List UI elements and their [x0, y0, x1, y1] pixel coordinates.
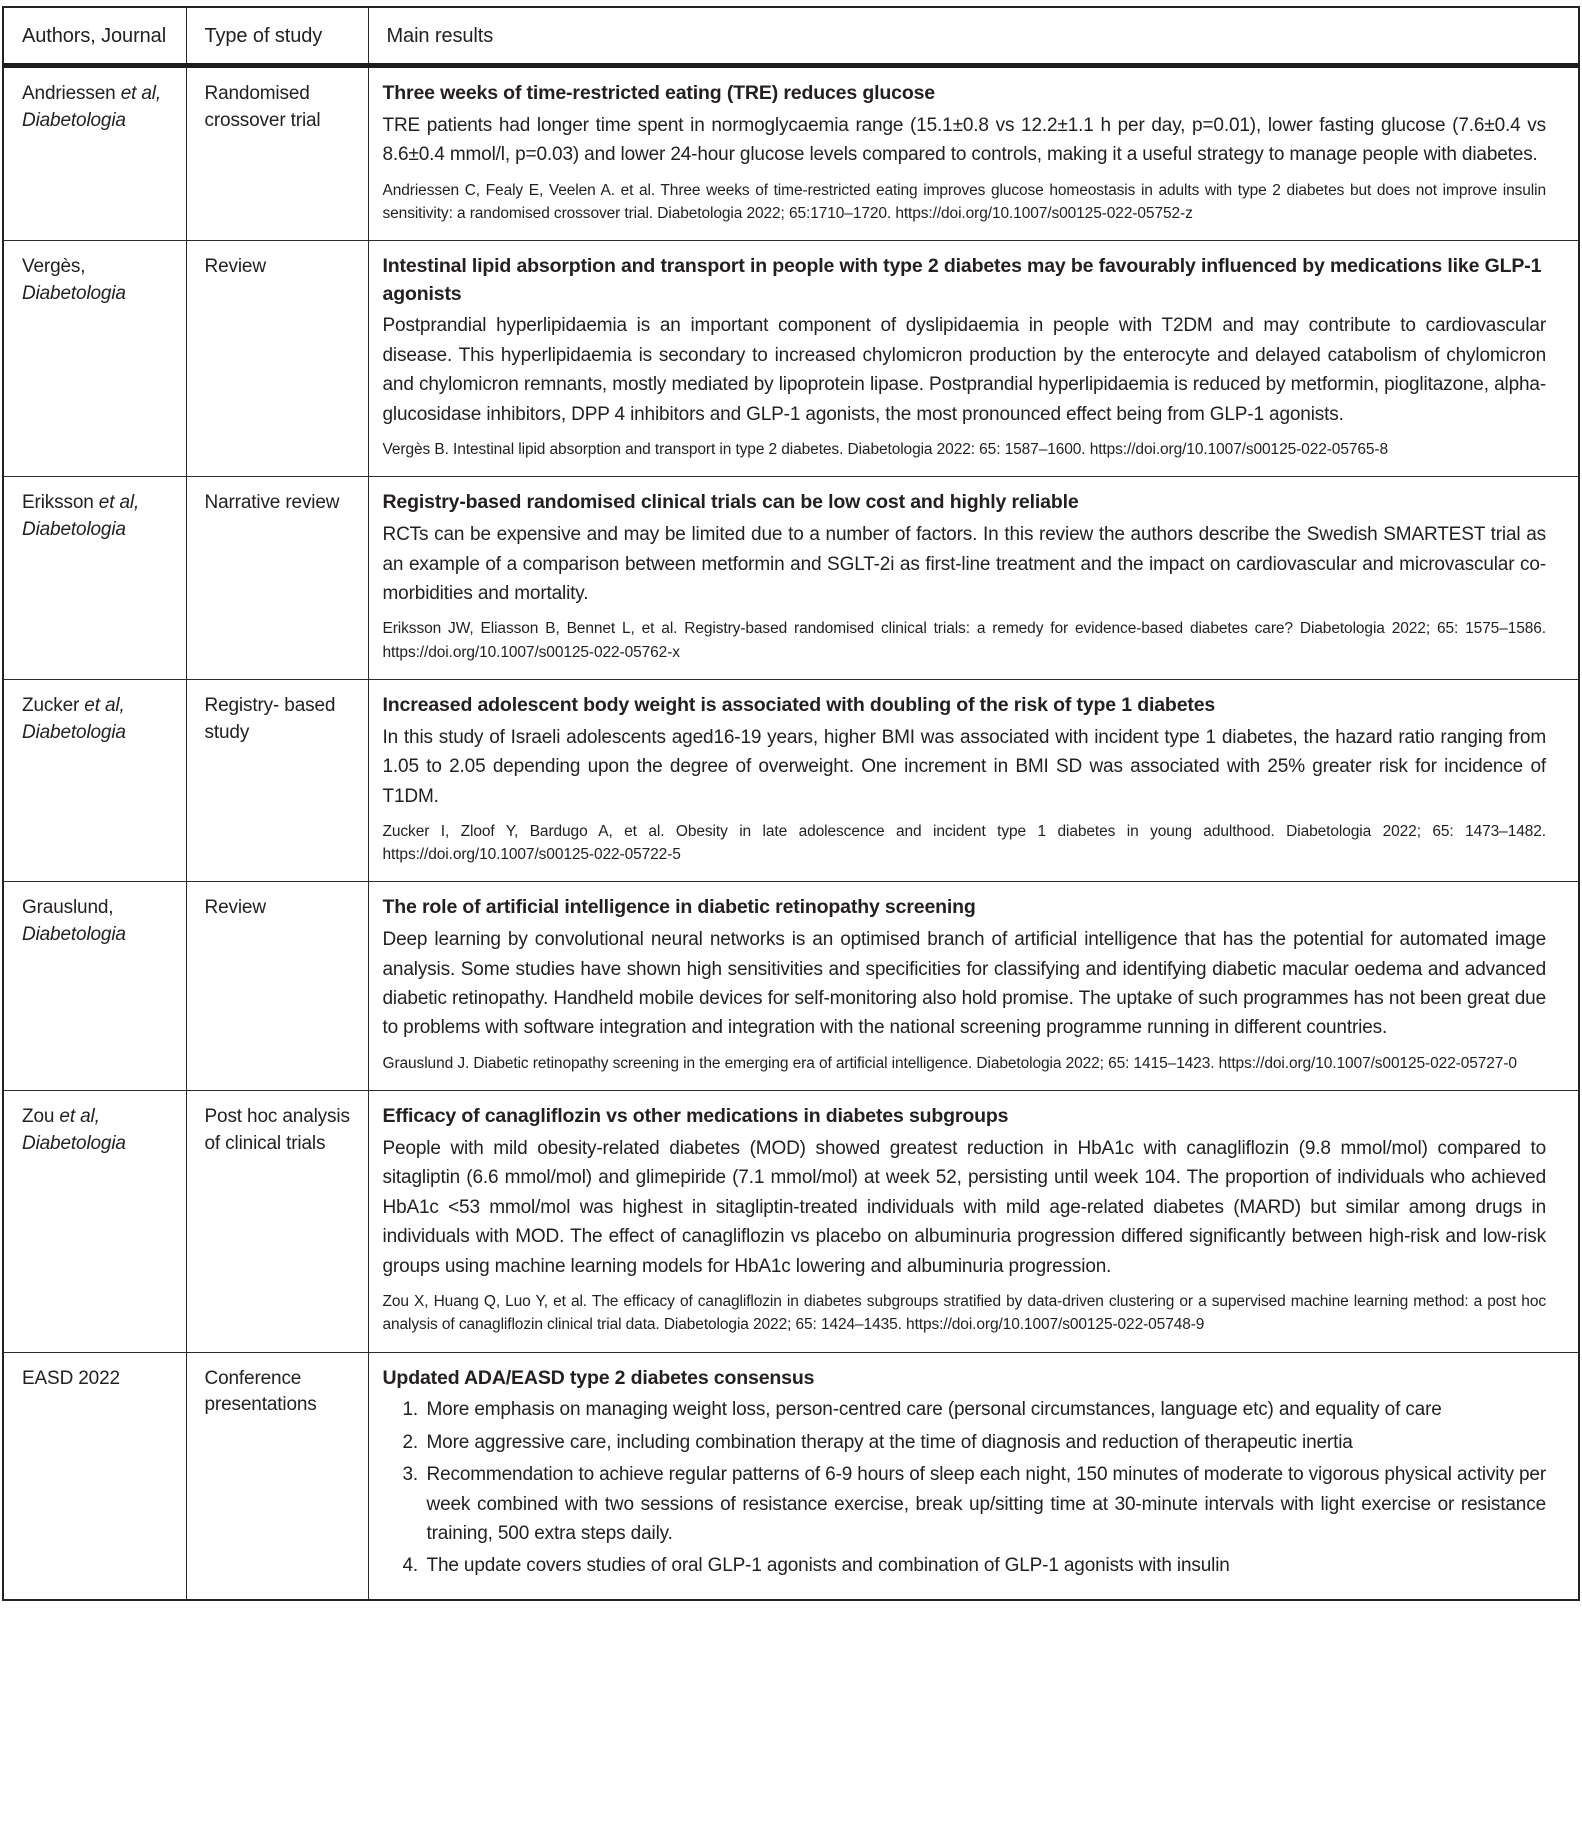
list-item: More aggressive care, including combination therapy at the time of diagnosis and reduction of therapeutic inertia	[426, 1431, 1353, 1453]
result-citation: Grauslund J. Diabetic retinopathy screening in the emerging era of artificial intelligence. Diabetologia 2022; 65: 1415–1423. https://doi.org/10.1007/s00125-022-05727-0	[382, 1054, 1517, 1072]
authors-journal-cell	[3, 679, 186, 882]
list-item: The update covers studies of oral GLP-1 agonists and combination of GLP-1 agonists with insulin	[426, 1555, 1230, 1577]
result-title: Intestinal lipid absorption and transport in people with type 2 diabetes may be favourably influenced by medications like GLP-1 agonists	[382, 255, 1542, 305]
result-title: Efficacy of canagliflozin vs other medications in diabetes subgroups	[382, 1105, 1009, 1128]
type-of-study-cell	[186, 679, 368, 882]
result-title: Increased adolescent body weight is associated with doubling of the risk of type 1 diabetes	[382, 693, 1216, 716]
authors-journal-cell	[3, 1091, 186, 1352]
result-title: Three weeks of time-restricted eating (TRE) reduces glucose	[382, 82, 935, 104]
table-row	[3, 679, 1579, 882]
author-etal: et al,	[59, 1106, 100, 1128]
main-results-cell	[368, 1091, 1579, 1352]
column-header-type-of-study: Type of study	[186, 7, 368, 66]
table-row	[3, 882, 1579, 1091]
author-line	[22, 490, 172, 517]
table-row	[3, 1091, 1579, 1352]
type-of-study-cell	[186, 882, 368, 1091]
journal-name: Diabetologia	[22, 283, 126, 305]
main-results-cell	[368, 477, 1579, 680]
type-of-study-cell	[186, 477, 368, 680]
author-line	[22, 693, 172, 720]
study-summary-table	[2, 6, 1580, 1601]
authors-journal-cell	[3, 1352, 186, 1600]
result-body: RCTs can be expensive and may be limited due to a number of factors. In this review the authors describe the Swedish SMARTEST trial as an example of a comparison between metformin and SGLT-2i as first-line treatment and the impact on cardiovascular and microvascular co-morbidities and mortality.	[382, 524, 1546, 604]
author-name: Andriessen	[22, 83, 121, 104]
list-item: More emphasis on managing weight loss, person-centred care (personal circumstances, language etc) and equality of care	[426, 1399, 1442, 1421]
table-row	[3, 66, 1579, 241]
study-type: Registry- based study	[204, 694, 336, 743]
author-name: Vergès,	[22, 256, 86, 278]
result-body: Deep learning by convolutional neural networks is an optimised branch of artificial intelligence that has the potential for automated image analysis. Some studies have shown high sensitivities and specificities for classifying and identifying diabetic macular oedema and advanced diabetic retinopathy. Handheld mobile devices for self-monitoring also hold promise. The uptake of such programmes has not been great due to problems with software integration and integration with the national screening programme running in different countries.	[382, 929, 1546, 1039]
author-line	[22, 895, 172, 922]
journal-name: Diabetologia	[22, 924, 126, 946]
table-row	[3, 1352, 1579, 1600]
type-of-study-cell	[186, 1352, 368, 1600]
author-line	[22, 254, 172, 281]
result-title: The role of artificial intelligence in diabetic retinopathy screening	[382, 896, 976, 919]
result-body: Postprandial hyperlipidaemia is an important component of dyslipidaemia in people with T2DM and may contribute to cardiovascular disease. This hyperlipidaemia is secondary to increased chylomicron production by the enterocyte and delayed catabolism of chylomicron and chylomicron remnants, mostly mediated by lipoprotein lipase. Postprandial hyperlipidaemia is reduced by metformin, pioglitazone, alpha-glucosidase inhibitors, DPP 4 inhibitors and GLP-1 agonists, the most pronounced effect being from GLP-1 agonists.	[382, 315, 1546, 425]
main-results-cell	[368, 66, 1579, 241]
authors-journal-cell	[3, 882, 186, 1091]
author-name: Grauslund,	[22, 897, 114, 919]
journal-name: Diabetologia	[22, 721, 126, 743]
main-results-cell	[368, 1352, 1579, 1600]
author-line	[22, 81, 172, 108]
result-citation: Zou X, Huang Q, Luo Y, et al. The efficacy of canagliflozin in diabetes subgroups stratified by data-driven clustering or a supervised machine learning method: a post hoc analysis of canagliflozin clinical trial data. Diabetologia 2022; 65: 1424–1435. https://doi.org/10.1007/s00125-022-05748-9	[382, 1293, 1546, 1334]
type-of-study-cell	[186, 66, 368, 241]
type-of-study-cell	[186, 1091, 368, 1352]
study-type: Review	[204, 256, 266, 278]
journal-name: Diabetologia	[22, 1133, 126, 1155]
author-etal: et al,	[120, 83, 161, 104]
result-body: In this study of Israeli adolescents aged16-19 years, higher BMI was associated with incident type 1 diabetes, the hazard ratio ranging from 1.05 to 2.05 depending upon the degree of overweight. One increment in BMI SD was associated with 25% greater risk for incidence of T1DM.	[382, 726, 1546, 807]
table-row	[3, 241, 1579, 477]
authors-journal-cell	[3, 477, 186, 680]
column-header-main-results: Main results	[368, 7, 1579, 66]
author-name: Zou	[22, 1106, 60, 1128]
author-name: EASD 2022	[22, 1367, 120, 1389]
result-citation: Andriessen C, Fealy E, Veelen A. et al. Three weeks of time-restricted eating improves glucose homeostasis in adults with type 2 diabetes but does not improve insulin sensitivity: a randomised crossover trial. Diabetologia 2022; 65:1710–1720. https://doi.org/10.1007/s00125-022-05752-z	[382, 181, 1546, 222]
column-header-authors-journal: Authors, Journal	[3, 7, 186, 66]
study-type: Post hoc analysis of clinical trials	[204, 1106, 350, 1155]
header-row	[3, 7, 1579, 66]
result-body: People with mild obesity-related diabetes (MOD) showed greatest reduction in HbA1c with canagliflozin (9.8 mmol/mol) compared to sitagliptin (6.6 mmol/mol) and glimepiride (7.1 mmol/mol) at week 52, persisting until week 104. The proportion of individuals who achieved HbA1c <53 mmol/mol was highest in sitagliptin-treated individuals with mild age-related diabetes (MARD) but similar among drugs in individuals with MOD. The effect of canagliflozin vs placebo on albuminuria progression differed significantly between high-risk and low-risk groups using machine learning models for HbA1c lowering and albuminuria progression.	[382, 1137, 1546, 1277]
study-type: Randomised crossover trial	[204, 83, 321, 131]
result-title: Registry-based randomised clinical trials can be low cost and highly reliable	[382, 491, 1079, 514]
result-citation: Eriksson JW, Eliasson B, Bennet L, et al. Registry-based randomised clinical trials: a remedy for evidence-based diabetes care? Diabetologia 2022; 65: 1575–1586. https://doi.org/10.1007/s00125-022-05762-x	[382, 620, 1546, 661]
authors-journal-cell	[3, 66, 186, 241]
list-item: Recommendation to achieve regular patterns of 6-9 hours of sleep each night, 150 minutes of moderate to vigorous physical activity per week combined with two sessions of resistance exercise, break up/sitting time at 30-minute intervals with light exercise or resistance training, 500 extra steps daily.	[426, 1464, 1546, 1544]
result-citation: Zucker I, Zloof Y, Bardugo A, et al. Obesity in late adolescence and incident type 1 diabetes in young adulthood. Diabetologia 2022; 65: 1473–1482. https://doi.org/10.1007/s00125-022-05722-5	[382, 822, 1546, 864]
table-row	[3, 477, 1579, 680]
journal-name: Diabetologia	[22, 109, 126, 131]
type-of-study-cell	[186, 241, 368, 477]
main-results-cell	[368, 882, 1579, 1091]
main-results-cell	[368, 241, 1579, 477]
author-name: Eriksson	[22, 492, 99, 514]
author-etal: et al,	[84, 694, 125, 716]
author-line	[22, 1104, 172, 1131]
author-etal: et al,	[98, 492, 140, 514]
result-title: Updated ADA/EASD type 2 diabetes consensus	[382, 1366, 815, 1389]
main-results-cell	[368, 679, 1579, 882]
study-type: Conference presentations	[204, 1367, 317, 1416]
study-type: Narrative review	[204, 492, 340, 514]
study-type: Review	[204, 897, 266, 919]
result-citation: Vergès B. Intestinal lipid absorption and transport in type 2 diabetes. Diabetologia 2022: 65: 1587–1600. https://doi.org/10.1007/s00125-022-05765-8	[382, 441, 1388, 459]
consensus-points-list	[383, 1395, 1547, 1581]
result-body: TRE patients had longer time spent in normoglycaemia range (15.1±0.8 vs 12.2±1.1 h per day, p=0.01), lower fasting glucose (7.6±0.4 vs 8.6±0.4 mmol/l, p=0.03) and lower 24-hour glucose levels compared to controls, making it a useful strategy to manage people with diabetes.	[382, 114, 1546, 166]
authors-journal-cell	[3, 241, 186, 477]
journal-name: Diabetologia	[22, 519, 126, 541]
author-line	[22, 1366, 172, 1393]
author-name: Zucker	[22, 694, 85, 716]
